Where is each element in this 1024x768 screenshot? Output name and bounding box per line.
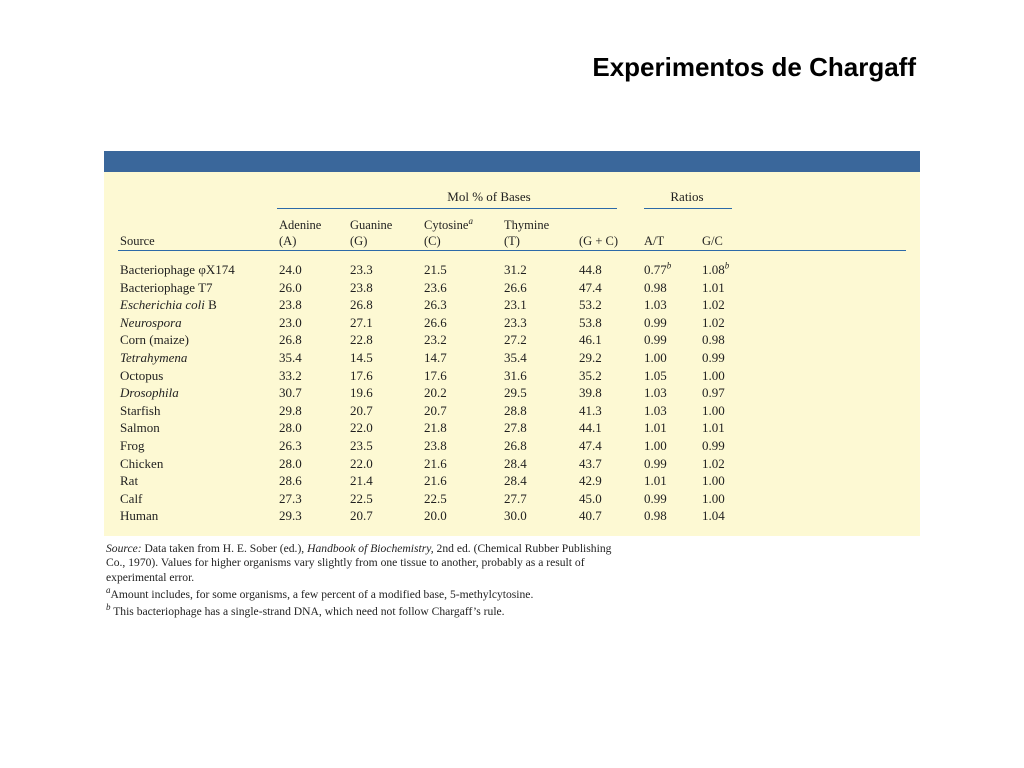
group-header-mol: Mol % of Bases — [447, 189, 531, 204]
cell-gcr — [702, 384, 725, 402]
cell-c — [424, 507, 447, 525]
cell-a — [279, 367, 302, 385]
table-body — [104, 261, 920, 525]
cell-value: 20.0 — [424, 508, 447, 524]
col-header-adenine-name: Adenine — [279, 218, 322, 232]
cell-value: 1.00 — [702, 367, 725, 383]
cell-at — [644, 402, 667, 420]
cell-value: 19.6 — [350, 385, 373, 401]
cell-c — [424, 402, 447, 420]
cell-c — [424, 437, 447, 455]
cell-value: 1.00 — [702, 473, 725, 489]
col-header-thymine-abbr: (T) — [504, 234, 520, 248]
cell-c — [424, 367, 447, 385]
table-row — [104, 384, 920, 402]
cell-value: 46.1 — [579, 332, 602, 348]
cell-value: 1.00 — [702, 402, 725, 418]
cell-a — [279, 314, 302, 332]
source-name: Human — [120, 508, 159, 524]
cell-a — [279, 402, 302, 420]
cell-gc — [579, 507, 602, 525]
cell-value: 26.8 — [504, 437, 527, 453]
cell-at — [644, 349, 667, 367]
cell-value: 0.98 — [644, 508, 667, 524]
cell-value: 1.01 — [702, 279, 725, 295]
source-name: Neurospora — [120, 314, 182, 330]
cell-c — [424, 490, 447, 508]
table-row — [104, 331, 920, 349]
cell-t — [504, 384, 527, 402]
cell-t — [504, 507, 527, 525]
source-note-book: Handbook of Biochemistry, — [307, 542, 434, 555]
cell-value: 0.99 — [644, 455, 667, 471]
cell-g — [350, 296, 373, 314]
cell-value: 0.97 — [702, 385, 725, 401]
cell-value: 22.8 — [350, 332, 373, 348]
source-name: Starfish — [120, 402, 161, 418]
cell-value: 22.5 — [350, 490, 373, 506]
cell-gc — [579, 402, 602, 420]
cell-gc — [579, 419, 602, 437]
cell-value: 53.8 — [579, 314, 602, 330]
cell-value: 26.8 — [279, 332, 302, 348]
cell-source — [120, 331, 189, 349]
cell-value: 1.03 — [644, 385, 667, 401]
cell-a — [279, 384, 302, 402]
cell-value: 35.4 — [279, 349, 302, 365]
source-name: Octopus — [120, 367, 164, 383]
cell-source — [120, 367, 163, 385]
cell-value: 31.6 — [504, 367, 527, 383]
cell-at — [644, 419, 667, 437]
col-header-adenine — [279, 217, 321, 249]
cell-gcr — [702, 490, 725, 508]
cell-value: 14.5 — [350, 349, 373, 365]
footnote-a-mark: a — [106, 585, 111, 596]
cell-source — [120, 261, 235, 279]
cell-t — [504, 279, 527, 297]
cell-value: 28.4 — [504, 473, 527, 489]
cell-value: 26.3 — [424, 297, 447, 313]
cell-at — [644, 384, 667, 402]
cell-value: 1.00 — [644, 437, 667, 453]
cell-g — [350, 455, 373, 473]
cell-value: 44.8 — [579, 262, 602, 277]
source-name: Bacteriophage φX174 — [120, 262, 235, 277]
footnote-b-mark: b — [106, 602, 111, 613]
cell-gc — [579, 367, 602, 385]
cell-value: 0.98 — [702, 332, 725, 348]
cell-g — [350, 261, 373, 279]
source-name: Rat — [120, 473, 139, 489]
cell-value: 1.08 — [702, 262, 725, 277]
cell-value: 1.03 — [644, 402, 667, 418]
cell-value: 33.2 — [279, 367, 302, 383]
cell-gcr — [702, 455, 725, 473]
cell-gc — [579, 437, 602, 455]
cell-source — [120, 472, 138, 490]
table-row — [104, 472, 920, 490]
cell-gc — [579, 261, 602, 279]
cell-c — [424, 314, 447, 332]
cell-gc — [579, 472, 602, 490]
cell-value: 21.4 — [350, 473, 373, 489]
cell-at — [644, 296, 667, 314]
cell-at — [644, 279, 667, 297]
cell-a — [279, 279, 302, 297]
cell-source — [120, 507, 158, 525]
cell-value: 47.4 — [579, 437, 602, 453]
cell-value: 23.0 — [279, 314, 302, 330]
cell-t — [504, 349, 527, 367]
cell-value: 47.4 — [579, 279, 602, 295]
cell-value: 29.2 — [579, 349, 602, 365]
cell-a — [279, 455, 302, 473]
cell-value: 22.5 — [424, 490, 447, 506]
col-header-cytosine — [424, 217, 473, 249]
group-rule-ratios — [644, 208, 732, 209]
table-row — [104, 419, 920, 437]
cell-gcr — [702, 314, 725, 332]
cell-source — [120, 314, 182, 332]
col-header-guanine-name: Guanine — [350, 218, 393, 232]
cell-value: 44.1 — [579, 420, 602, 436]
cell-value: 0.99 — [702, 349, 725, 365]
cell-g — [350, 314, 373, 332]
cell-value: 1.00 — [644, 349, 667, 365]
cell-source — [120, 349, 187, 367]
cell-value: 21.6 — [424, 473, 447, 489]
col-header-thymine — [504, 217, 549, 249]
cell-value: 23.3 — [504, 314, 527, 330]
cell-value: 0.77 — [644, 262, 667, 277]
cell-at — [644, 261, 671, 279]
cell-value: 30.7 — [279, 385, 302, 401]
cell-value: 23.3 — [350, 262, 373, 277]
cell-value: 31.2 — [504, 262, 527, 277]
table-row — [104, 490, 920, 508]
cell-gcr — [702, 296, 725, 314]
cell-at — [644, 331, 667, 349]
cell-g — [350, 437, 373, 455]
cell-value: 23.5 — [350, 437, 373, 453]
cell-value: 27.8 — [504, 420, 527, 436]
cell-g — [350, 331, 373, 349]
cell-gcr — [702, 437, 725, 455]
cell-value: 28.8 — [504, 402, 527, 418]
cell-gc — [579, 279, 602, 297]
cell-at — [644, 314, 667, 332]
cell-g — [350, 279, 373, 297]
table-row — [104, 279, 920, 297]
source-name: Frog — [120, 437, 145, 453]
cell-a — [279, 507, 302, 525]
cell-value: 29.3 — [279, 508, 302, 524]
cell-gc — [579, 314, 602, 332]
col-header-guanine-abbr: (G) — [350, 234, 368, 248]
cell-value: 21.6 — [424, 455, 447, 471]
table-row — [104, 314, 920, 332]
source-name: Drosophila — [120, 385, 179, 401]
group-rule-mol — [277, 208, 617, 209]
cell-g — [350, 402, 373, 420]
cell-gcr — [702, 472, 725, 490]
cell-source — [120, 402, 160, 420]
cell-value: 1.01 — [644, 420, 667, 436]
cell-value: 43.7 — [579, 455, 602, 471]
table-header-bar — [104, 151, 920, 172]
cell-at — [644, 455, 667, 473]
col-header-at-ratio: A/T — [644, 234, 665, 248]
cell-a — [279, 349, 302, 367]
source-suffix: B — [204, 297, 217, 313]
cell-value: 29.8 — [279, 402, 302, 418]
cell-at — [644, 437, 667, 455]
cell-t — [504, 296, 527, 314]
header-rule — [118, 250, 906, 251]
cell-t — [504, 402, 527, 420]
cell-a — [279, 472, 302, 490]
cell-t — [504, 367, 527, 385]
cell-value: 17.6 — [350, 367, 373, 383]
cell-value: 30.0 — [504, 508, 527, 524]
table-row — [104, 437, 920, 455]
source-name: Salmon — [120, 420, 160, 436]
source-note-post: 2nd ed. (Chemical Rubber Publishing Co., 1970). Values for higher organisms vary slightly from one tissue to another, probably as a result of experimental error. — [106, 542, 612, 584]
cell-value: 28.4 — [504, 455, 527, 471]
col-header-cytosine-abbr: (C) — [424, 234, 441, 248]
cell-gc — [579, 455, 602, 473]
col-header-guanine — [350, 217, 392, 249]
col-header-gc: (G + C) — [579, 234, 618, 248]
cell-a — [279, 296, 302, 314]
cell-value: 1.00 — [702, 490, 725, 506]
cell-c — [424, 261, 447, 279]
cell-value: 0.99 — [644, 332, 667, 348]
cell-value: 1.03 — [644, 297, 667, 313]
cell-gcr — [702, 419, 725, 437]
cell-value: 23.8 — [279, 297, 302, 313]
cell-c — [424, 455, 447, 473]
cell-value: 39.8 — [579, 385, 602, 401]
cell-value: 23.8 — [350, 279, 373, 295]
table-row — [104, 349, 920, 367]
footnote-a — [106, 585, 626, 602]
cell-at — [644, 472, 667, 490]
cell-value: 26.3 — [279, 437, 302, 453]
cell-t — [504, 490, 527, 508]
cell-source — [120, 455, 163, 473]
cell-t — [504, 314, 527, 332]
table-row — [104, 296, 920, 314]
cell-value: 1.01 — [644, 473, 667, 489]
footnote-b — [106, 602, 626, 619]
cell-c — [424, 296, 447, 314]
cell-value: 0.99 — [644, 490, 667, 506]
cell-value: 20.7 — [350, 508, 373, 524]
cell-value: 27.2 — [504, 332, 527, 348]
cell-t — [504, 437, 527, 455]
cell-source — [120, 279, 213, 297]
cell-gcr — [702, 402, 725, 420]
cell-gcr — [702, 331, 725, 349]
cell-value: 17.6 — [424, 367, 447, 383]
cell-value: 42.9 — [579, 473, 602, 489]
slide-title: Experimentos de Chargaff — [592, 52, 916, 82]
group-header-ratios: Ratios — [670, 189, 704, 204]
cell-t — [504, 261, 527, 279]
cell-value: 1.02 — [702, 314, 725, 330]
cell-c — [424, 279, 447, 297]
table-row — [104, 455, 920, 473]
source-name: Chicken — [120, 455, 164, 471]
cell-gc — [579, 296, 602, 314]
cell-gc — [579, 490, 602, 508]
cell-gc — [579, 384, 602, 402]
cell-a — [279, 490, 302, 508]
source-name: Corn (maize) — [120, 332, 189, 348]
cytosine-footnote-mark: a — [468, 215, 473, 226]
cell-source — [120, 419, 160, 437]
cell-value: 23.8 — [424, 437, 447, 453]
cell-gc — [579, 331, 602, 349]
cell-g — [350, 490, 373, 508]
cell-value: 21.8 — [424, 420, 447, 436]
cell-value: 23.2 — [424, 332, 447, 348]
cell-value: 40.7 — [579, 508, 602, 524]
cell-value: 1.01 — [702, 420, 725, 436]
cell-value: 41.3 — [579, 402, 602, 418]
cell-a — [279, 419, 302, 437]
cell-source — [120, 384, 179, 402]
cell-g — [350, 349, 373, 367]
cell-value: 20.2 — [424, 385, 447, 401]
cell-t — [504, 331, 527, 349]
cell-value: 29.5 — [504, 385, 527, 401]
cell-a — [279, 331, 302, 349]
cell-g — [350, 384, 373, 402]
cell-c — [424, 384, 447, 402]
cell-source — [120, 437, 145, 455]
source-note-pre: Data taken from H. E. Sober (ed.), — [141, 542, 308, 555]
cell-value: 28.0 — [279, 420, 302, 436]
source-name: Tetrahymena — [120, 349, 188, 365]
cell-value: 0.99 — [644, 314, 667, 330]
cell-value: 21.5 — [424, 262, 447, 277]
cell-value: 22.0 — [350, 455, 373, 471]
cell-source — [120, 490, 142, 508]
col-header-gc-ratio: G/C — [702, 234, 723, 248]
cell-t — [504, 455, 527, 473]
cell-gcr — [702, 507, 725, 525]
chargaff-table — [104, 151, 920, 536]
cell-value: 45.0 — [579, 490, 602, 506]
col-header-thymine-name: Thymine — [504, 218, 550, 232]
table-row — [104, 367, 920, 385]
table-row — [104, 507, 920, 525]
cell-value: 26.8 — [350, 297, 373, 313]
cell-value: 20.7 — [424, 402, 447, 418]
table-notes — [106, 542, 626, 622]
cell-c — [424, 419, 447, 437]
cell-value: 35.2 — [579, 367, 602, 383]
cell-value: 53.2 — [579, 297, 602, 313]
table-row — [104, 261, 920, 279]
cell-g — [350, 367, 373, 385]
cell-g — [350, 419, 373, 437]
cell-c — [424, 472, 447, 490]
cell-value: 1.04 — [702, 508, 725, 524]
cell-value: 26.0 — [279, 279, 302, 295]
cell-value: 27.7 — [504, 490, 527, 506]
col-header-adenine-abbr: (A) — [279, 234, 297, 248]
cell-t — [504, 472, 527, 490]
footnote-a-text: Amount includes, for some organisms, a few percent of a modified base, 5-methylcytosine. — [110, 587, 534, 601]
cytosine-label: Cytosine — [424, 218, 469, 232]
cell-value: 0.99 — [702, 437, 725, 453]
cell-at — [644, 507, 667, 525]
source-name: Escherichia coli — [120, 297, 205, 313]
cell-gcr — [702, 367, 725, 385]
cell-gcr — [702, 279, 725, 297]
cell-value: 1.02 — [702, 297, 725, 313]
cell-value: 23.6 — [424, 279, 447, 295]
cell-value: 14.7 — [424, 349, 447, 365]
cell-value: 28.6 — [279, 473, 302, 489]
cell-value: 26.6 — [504, 279, 527, 295]
cell-value: 1.02 — [702, 455, 725, 471]
footnote-b-ref: b — [666, 260, 672, 271]
cell-c — [424, 349, 447, 367]
footnote-b-text: This bacteriophage has a single-strand DNA, which need not follow Chargaff’s rule. — [110, 605, 505, 619]
col-header-cytosine-name — [424, 217, 473, 233]
cell-at — [644, 490, 667, 508]
cell-a — [279, 261, 302, 279]
cell-value: 23.1 — [504, 297, 527, 313]
source-name: Calf — [120, 490, 143, 506]
cell-value: 20.7 — [350, 402, 373, 418]
source-note-label: Source: — [106, 542, 142, 555]
cell-value: 26.6 — [424, 314, 447, 330]
source-name: Bacteriophage T7 — [120, 279, 213, 295]
cell-value: 0.98 — [644, 279, 667, 295]
cell-source — [120, 296, 217, 314]
footnote-b-ref: b — [724, 260, 730, 271]
cell-gc — [579, 349, 602, 367]
cell-value: 28.0 — [279, 455, 302, 471]
cell-t — [504, 419, 527, 437]
cell-at — [644, 367, 667, 385]
cell-g — [350, 472, 373, 490]
table-row — [104, 402, 920, 420]
source-note — [106, 542, 626, 585]
cell-value: 1.05 — [644, 367, 667, 383]
cell-value: 22.0 — [350, 420, 373, 436]
col-header-source: Source — [120, 234, 155, 248]
cell-c — [424, 331, 447, 349]
cell-a — [279, 437, 302, 455]
cell-g — [350, 507, 373, 525]
cell-gcr — [702, 349, 725, 367]
cell-value: 24.0 — [279, 262, 302, 277]
cell-gcr — [702, 261, 729, 279]
cell-value: 27.1 — [350, 314, 373, 330]
cell-value: 27.3 — [279, 490, 302, 506]
cell-value: 35.4 — [504, 349, 527, 365]
